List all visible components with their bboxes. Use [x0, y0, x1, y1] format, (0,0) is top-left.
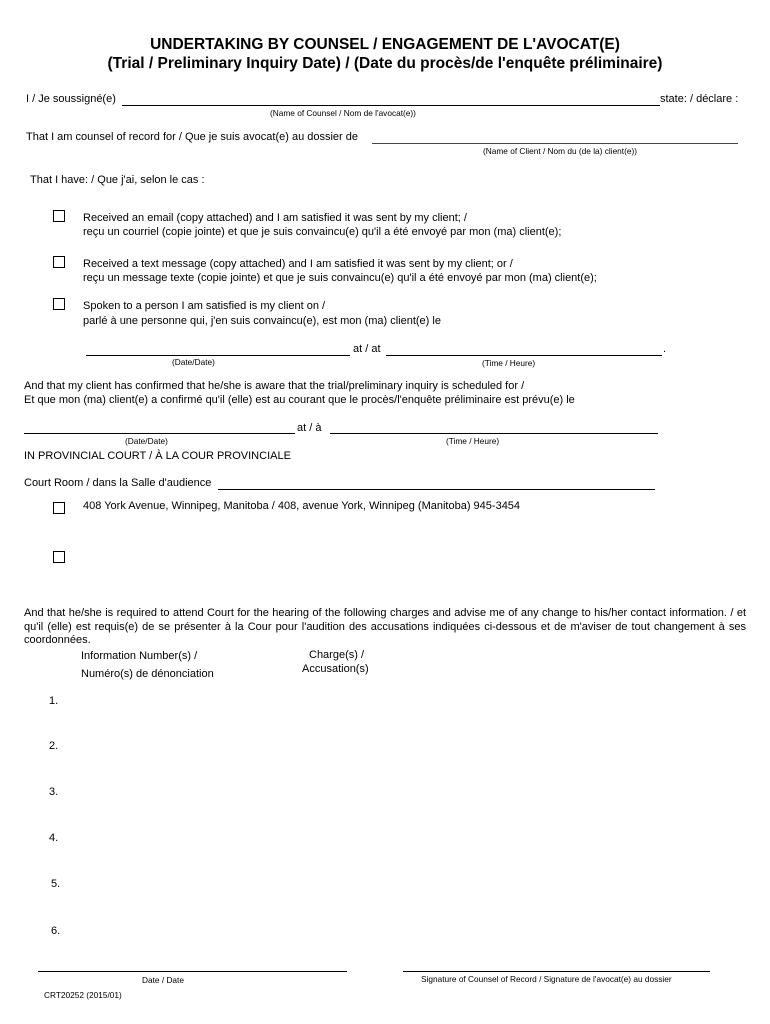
counsel-of-record-label: That I am counsel of record for / Que je suis avocat(e) au dossier de	[26, 131, 358, 143]
form-code: CRT20252 (2015/01)	[44, 990, 122, 1000]
spoken-date-caption: (Date/Date)	[172, 357, 215, 367]
court-room-field[interactable]	[218, 489, 655, 490]
confirmation-en: And that my client has confirmed that he/she is aware that the trial/preliminary inquiry is scheduled for /	[24, 380, 525, 392]
declarant-suffix: state: / déclare :	[660, 93, 739, 105]
scheduled-time-field[interactable]	[330, 433, 658, 434]
text-option-en: Received a text message (copy attached) and I am satisfied it was sent by my client; or /	[83, 258, 513, 270]
spoken-at-label: at / at	[353, 343, 381, 355]
spoken-end-mark: .	[663, 343, 667, 355]
counsel-signature-field[interactable]	[403, 971, 710, 972]
charge-row-number: 3.	[49, 786, 59, 798]
scheduled-at-label: at / à	[297, 422, 322, 434]
counsel-name-field[interactable]	[122, 105, 660, 106]
charge-row-number: 2.	[49, 740, 59, 752]
client-name-field[interactable]	[372, 143, 738, 144]
court-room-label: Court Room / dans la Salle d'audience	[24, 477, 212, 489]
location-other-checkbox[interactable]	[53, 551, 65, 563]
charges-header-en: Charge(s) /	[309, 649, 365, 661]
signature-caption: Signature of Counsel of Record / Signature de l'avocat(e) au dossier	[421, 974, 672, 984]
client-name-caption: (Name of Client / Nom du (de la) client(e))	[483, 146, 638, 156]
information-number-header-en: Information Number(s) /	[81, 650, 198, 662]
signature-date-field[interactable]	[38, 971, 347, 972]
signature-date-caption: Date / Date	[142, 975, 184, 985]
scheduled-date-field[interactable]	[24, 433, 295, 434]
spoken-time-caption: (Time / Heure)	[482, 358, 536, 368]
scheduled-date-caption: (Date/Date)	[125, 436, 168, 446]
scheduled-time-caption: (Time / Heure)	[446, 436, 500, 446]
have-intro-text: That I have: / Que j'ai, selon le cas :	[30, 174, 205, 186]
charge-row-number: 6.	[51, 925, 61, 937]
confirmation-fr: Et que mon (ma) client(e) a confirmé qu'il (elle) est au courant que le procès/l'enquête préliminaire est prévu(e) le	[24, 394, 575, 406]
spoken-option-fr: parlé à une personne qui, j'en suis convaincu(e), est mon (ma) client(e) le	[83, 315, 441, 327]
email-option-en: Received an email (copy attached) and I am satisfied it was sent by my client; /	[83, 212, 467, 224]
counsel-name-caption: (Name of Counsel / Nom de l'avocat(e))	[270, 108, 416, 118]
spoken-date-field[interactable]	[86, 355, 350, 356]
attendance-paragraph: And that he/she is required to attend Court for the hearing of the following charges and advise me of any change to his/her contact information. / et qu'il (elle) est requis(e) de se présenter à la Cour pour l'audition des accusations indiquées ci-dessous et de m'aviser de tout changement à ses coordonnées.	[24, 607, 746, 646]
charge-row-number: 4.	[49, 832, 59, 844]
charge-row-number: 1.	[49, 695, 59, 707]
declarant-label: I / Je soussigné(e)	[26, 93, 116, 105]
form-title-line-1: UNDERTAKING BY COUNSEL / ENGAGEMENT DE L'AVOCAT(E)	[150, 36, 620, 53]
text-option-fr: reçu un message texte (copie jointe) et que je suis convaincu(e) qu'il a été envoyé par mon (ma) client(e);	[83, 272, 597, 284]
form-title-line-2: (Trial / Preliminary Inquiry Date) / (Date du procès/de l'enquête préliminaire)	[107, 55, 663, 72]
court-name: IN PROVINCIAL COURT / À LA COUR PROVINCIALE	[24, 450, 291, 462]
information-number-header-fr: Numéro(s) de dénonciation	[81, 668, 214, 680]
charges-header-fr: Accusation(s)	[302, 663, 369, 675]
email-option-fr: reçu un courriel (copie jointe) et que je suis convaincu(e) qu'il a été envoyé par mon (ma) client(e);	[83, 226, 562, 238]
charge-row-number: 5.	[51, 878, 61, 890]
location-york-checkbox[interactable]	[53, 502, 65, 514]
spoken-checkbox[interactable]	[53, 298, 65, 310]
spoken-option-en: Spoken to a person I am satisfied is my client on /	[83, 300, 326, 312]
spoken-time-field[interactable]	[386, 355, 662, 356]
email-checkbox[interactable]	[53, 210, 65, 222]
location-york-label: 408 York Avenue, Winnipeg, Manitoba / 408, avenue York, Winnipeg (Manitoba) 945-3454	[83, 500, 521, 512]
text-message-checkbox[interactable]	[53, 256, 65, 268]
